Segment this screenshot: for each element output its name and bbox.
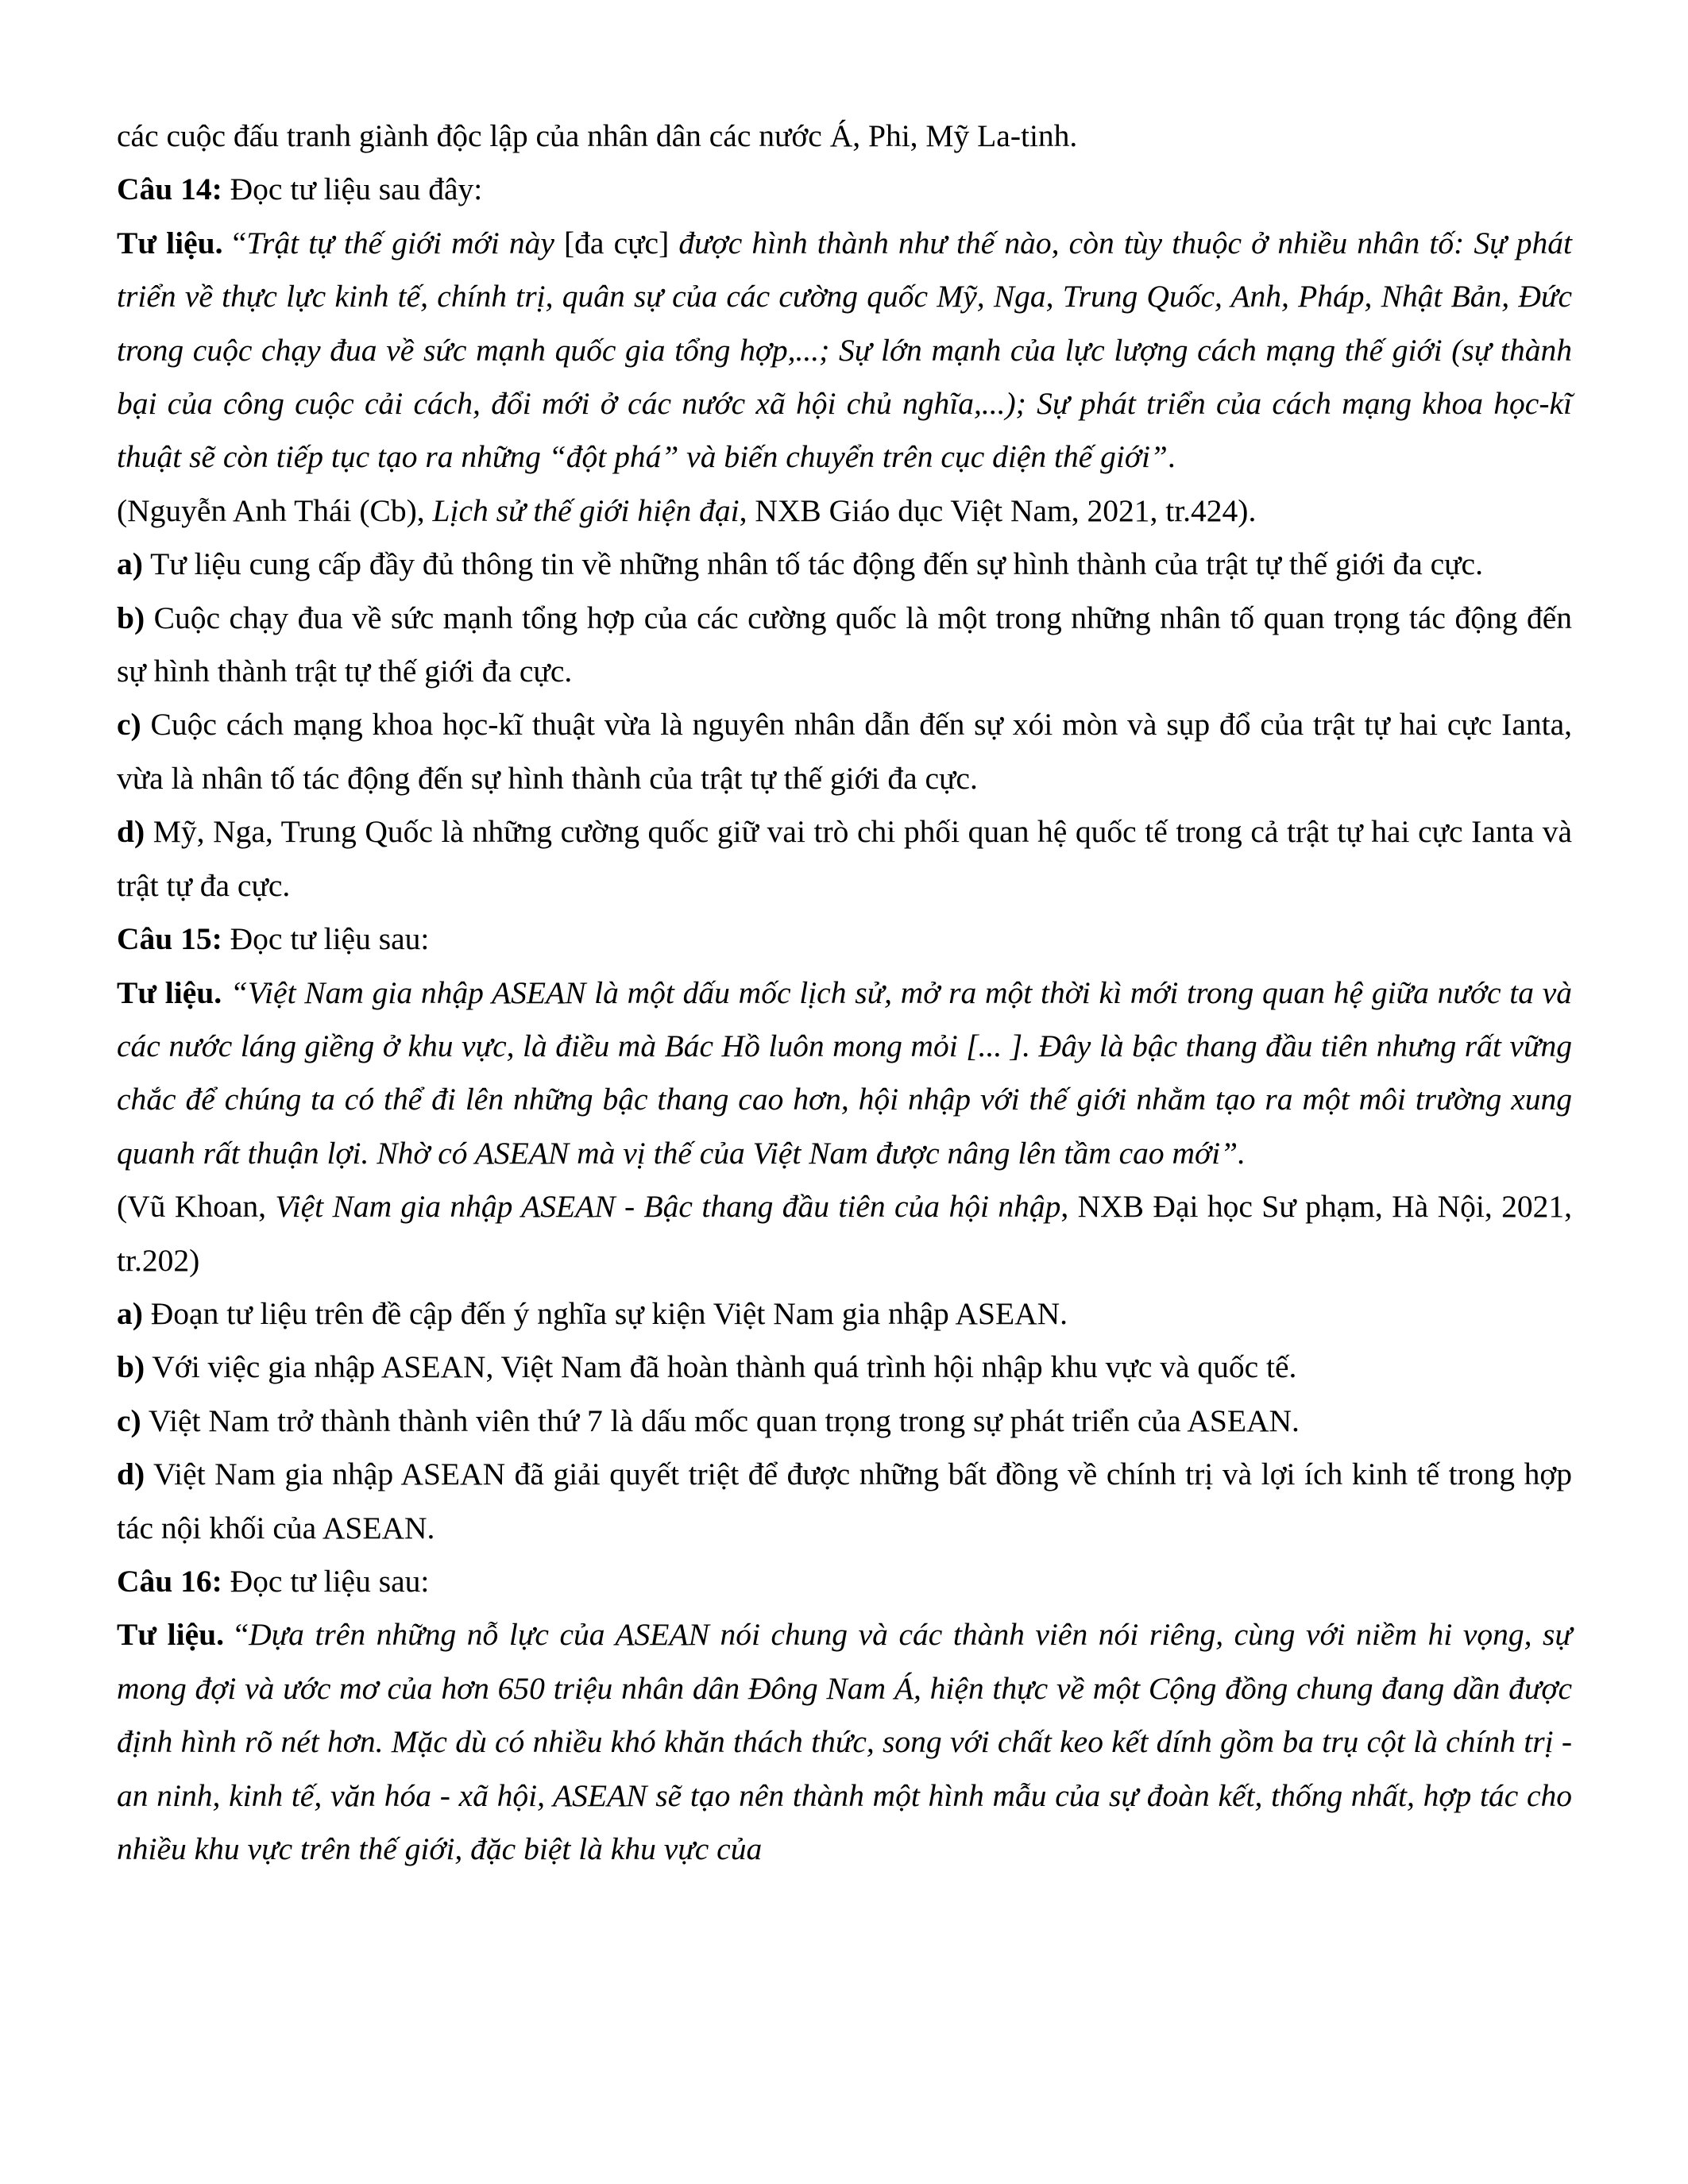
option-key: a) [117,546,143,582]
option-key: a) [117,1295,143,1331]
question-16-quote: Dựa trên những nỗ lực của ASEAN nói chung và các thành viên nói riêng, cùng với niềm hi vọng, sự mong đợi và ước mơ của hơn 650 triệu nhân dân Đông Nam Á, hiện thực về một Cộng đồng chung đang dần được định hình rõ nét hơn. Mặc dù có nhiều khó khăn thách thức, song với chất keo kết dính gồm ba trụ cột là chính trị - an ninh, kinh tế, văn hóa - xã hội, ASEAN sẽ tạo nên thành một hình mẫu của sự đoàn kết, thống nhất, hợp tác cho nhiều khu vực trên thế giới, đặc biệt là khu vực của [117,1617,1572,1866]
continuation-text: các cuộc đấu tranh giành độc lập của nhân dân các nước Á, Phi, Mỹ La-tinh. [117,118,1078,153]
question-14-quote-bracket: [đa cực] [564,225,679,260]
option-key: b) [117,1349,145,1385]
question-14-source-title: Lịch sử thế giới hiện đại [432,492,740,528]
option-text: Việt Nam trở thành thành viên thứ 7 là dấu mốc quan trọng trong sự phát triển của ASEAN. [141,1403,1300,1438]
question-14-option-c [117,698,1572,805]
option-text: Tư liệu cung cấp đầy đủ thông tin về những nhân tố tác động đến sự hình thành của trật tự thế giới đa cực. [142,546,1483,582]
question-14-quote-open: “ [222,225,247,260]
question-14-quote-part-2: được hình thành như thế nào, còn tùy thuộc ở nhiều nhân tố: Sự phát triển về thực lực kinh tế, chính trị, quân sự của các cường quốc Mỹ, Nga, Trung Quốc, Anh, Pháp, Nhật Bản, Đức trong cuộc chạy đua về sức mạnh quốc gia tổng hợp,...; Sự lớn mạnh của lực lượng cách mạng thế giới (sự thành bại của công cuộc cải cách, đổi mới ở các nước xã hội chủ nghĩa,...); Sự phát triển của cách mạng khoa học-kĩ thuật sẽ còn tiếp tục tạo ra những “đột phá” và biến chuyển trên cục diện thế giới” [117,225,1572,475]
question-16-document-label: Tư liệu. [117,1617,224,1653]
option-key: c) [117,1403,141,1438]
question-15-source-publisher: , NXB Đại học Sư phạm, Hà Nội, 2021, tr.202) [117,1189,1572,1278]
question-15-option-c [117,1395,1572,1448]
option-text: Mỹ, Nga, Trung Quốc là những cường quốc giữ vai trò chi phối quan hệ quốc tế trong cả trật tự hai cực Ianta và trật tự đa cực. [117,814,1572,903]
question-14-document-label: Tư liệu. [117,225,223,260]
question-15-option-a [117,1287,1572,1341]
question-15-document [117,967,1572,1181]
option-key: b) [117,600,145,635]
question-14-heading [117,163,1572,216]
question-15-option-b [117,1341,1572,1394]
question-16-document [117,1608,1572,1876]
question-15-label: Câu 15: [117,921,222,957]
option-text: Đoạn tư liệu trên đề cập đến ý nghĩa sự kiện Việt Nam gia nhập ASEAN. [142,1295,1068,1331]
question-15-document-label: Tư liệu. [117,974,222,1010]
question-14-source [117,484,1572,538]
option-text: Cuộc cách mạng khoa học-kĩ thuật vừa là nguyên nhân dẫn đến sự xói mòn và sụp đổ của trật tự hai cực Ianta, vừa là nhân tố tác động đến sự hình thành của trật tự thế giới đa cực. [117,707,1572,796]
question-14-option-b [117,592,1572,699]
question-14-quote-end: . [1167,439,1176,475]
question-16-label: Câu 16: [117,1563,222,1599]
question-14-source-author: (Nguyễn Anh Thái (Cb), [117,492,433,528]
option-key: c) [117,707,141,743]
question-14-source-publisher: , NXB Giáo dục Việt Nam, 2021, tr.424). [739,492,1257,528]
question-15-quote: “Việt Nam gia nhập ASEAN là một dấu mốc lịch sử, mở ra một thời kì mới trong quan hệ giữa nước ta và các nước láng giềng ở khu vực, là điều mà Bác Hồ luôn mong mỏi [... ]. Đây là bậc thang đầu tiên nhưng rất vững chắc để chúng ta có thể đi lên những bậc thang cao hơn, hội nhập với thế giới nhằm tạo ra một môi trường xung quanh rất thuận lợi. Nhờ có ASEAN mà vị thế của Việt Nam được nâng lên tầm cao mới”. [117,974,1573,1171]
question-14-option-d [117,805,1572,913]
question-15-source-author: (Vũ Khoan, [117,1189,276,1225]
question-15-option-d [117,1448,1572,1555]
document-page [117,110,1572,1876]
continuation-line [117,110,1572,163]
question-14-prompt: Đọc tư liệu sau đây: [222,172,483,207]
option-key: d) [117,814,145,850]
question-16-prompt: Đọc tư liệu sau: [222,1563,430,1599]
question-14-label: Câu 14: [117,172,222,207]
question-16-heading [117,1555,1572,1608]
question-14-document [117,217,1572,484]
option-text: Với việc gia nhập ASEAN, Việt Nam đã hoàn thành quá trình hội nhập khu vực và quốc tế. [145,1349,1297,1385]
option-key: d) [117,1457,145,1492]
question-14-quote-part-1: Trật tự thế giới mới này [246,225,565,260]
option-text: Việt Nam gia nhập ASEAN đã giải quyết triệt để được những bất đồng về chính trị và lợi ích kinh tế trong hợp tác nội khối của ASEAN. [117,1457,1572,1545]
question-15-heading [117,913,1572,966]
question-15-prompt: Đọc tư liệu sau: [222,921,430,957]
question-15-source-title: Việt Nam gia nhập ASEAN - Bậc thang đầu tiên của hội nhập [275,1189,1061,1225]
question-15-source [117,1180,1572,1287]
question-16-quote-open: “ [223,1617,249,1653]
option-text: Cuộc chạy đua về sức mạnh tổng hợp của các cường quốc là một trong những nhân tố quan trọng tác động đến sự hình thành trật tự thế giới đa cực. [117,600,1572,689]
question-14-option-a [117,538,1572,591]
